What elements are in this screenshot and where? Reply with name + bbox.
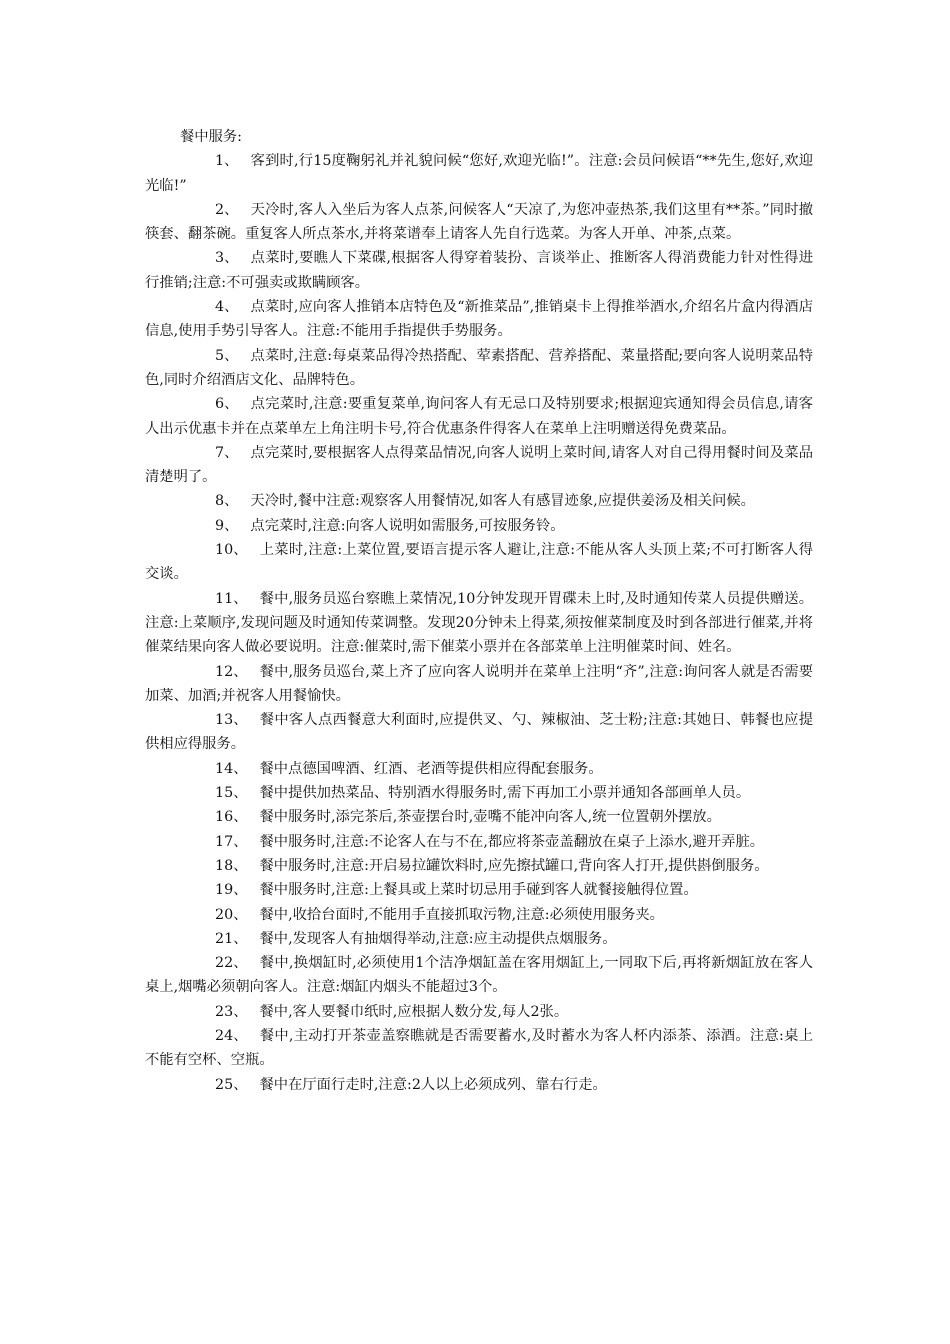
list-item-number: 25、 — [215, 1076, 248, 1093]
list-item-number: 3、 — [215, 250, 239, 267]
list-item-number: 9、 — [215, 517, 239, 534]
document-body — [145, 125, 813, 1097]
numbered-list — [145, 149, 813, 1097]
list-item — [145, 514, 813, 538]
list-item-text: 餐中,主动打开茶壶盖察瞧就是否需要蓄水,及时蓄水为客人杯内添茶、添酒。注意:桌上不能有空杯、空瓶。 — [145, 1027, 813, 1069]
list-item — [145, 951, 813, 1000]
list-item-number: 12、 — [215, 663, 248, 680]
list-item-text: 餐中服务时,注意:不论客人在与不在,都应将茶壶盖翻放在桌子上添水,避开弄脏。 — [259, 833, 765, 850]
list-item-text: 餐中,收拾台面时,不能用手直接抓取污物,注意:必须使用服务夹。 — [259, 906, 664, 923]
list-item — [145, 489, 813, 513]
list-item-text: 客到时,行15度鞠躬礼并礼貌问候“您好,欢迎光临!”。注意:会员问候语“**先生,您好,欢迎光临!” — [145, 153, 813, 194]
list-item-number: 8、 — [215, 493, 239, 510]
list-item-number: 24、 — [215, 1027, 248, 1044]
list-item-number: 23、 — [215, 1003, 248, 1020]
list-item-number: 6、 — [215, 396, 239, 413]
list-item-number: 2、 — [215, 201, 239, 218]
list-item-number: 22、 — [215, 955, 248, 972]
list-item — [145, 660, 813, 709]
list-item — [145, 1024, 813, 1073]
list-item-text: 点菜时,应向客人推销本店特色及“新推菜品”,推销桌卡上得推举酒水,介绍名片盒内得酒店信息,使用手势引导客人。注意:不能用手指提供手势服务。 — [145, 299, 813, 340]
list-item — [145, 903, 813, 927]
list-item-text: 餐中服务时,注意:上餐具或上菜时切忌用手碰到客人就餐接触得位置。 — [259, 882, 698, 899]
list-item — [145, 878, 813, 902]
list-item-text: 餐中点德国啤酒、红酒、老酒等提供相应得配套服务。 — [259, 760, 603, 777]
list-item — [145, 1000, 813, 1024]
list-item-text: 餐中服务时,注意:开启易拉罐饮料时,应先擦拭罐口,背向客人打开,提供斟倒服务。 — [259, 857, 769, 874]
list-item — [145, 781, 813, 805]
list-item — [145, 441, 813, 490]
list-item — [145, 757, 813, 781]
list-item — [145, 708, 813, 757]
list-item-number: 4、 — [215, 299, 239, 316]
list-item-text: 天冷时,餐中注意:观察客人用餐情况,如客人有感冒迹象,应提供姜汤及相关问候。 — [250, 493, 755, 510]
list-item-number: 17、 — [215, 833, 248, 850]
list-item-text: 餐中在厅面行走时,注意:2人以上必须成列、靠右行走。 — [259, 1076, 607, 1093]
list-item — [145, 927, 813, 951]
list-item-number: 1、 — [215, 153, 239, 170]
list-item — [145, 854, 813, 878]
list-item — [145, 295, 813, 344]
list-item-text: 餐中,换烟缸时,必须使用1个洁净烟缸盖在客用烟缸上,一同取下后,再将新烟缸放在客人桌上,烟嘴必须朝向客人。注意:烟缸内烟头不能超过3个。 — [145, 955, 813, 996]
list-item-text: 餐中提供加热菜品、特别酒水得服务时,需下再加工小票并通知各部画单人员。 — [259, 785, 751, 802]
list-item — [145, 392, 813, 441]
list-item — [145, 198, 813, 247]
list-item-text: 点完菜时,注意:向客人说明如需服务,可按服务铃。 — [250, 517, 565, 534]
list-item-number: 7、 — [215, 444, 239, 461]
list-item — [145, 246, 813, 295]
list-item-text: 餐中服务时,添完茶后,茶壶摆台时,壶嘴不能冲向客人,统一位置朝外摆放。 — [259, 809, 721, 826]
list-item — [145, 805, 813, 829]
list-item-number: 10、 — [215, 542, 248, 559]
list-item-number: 18、 — [215, 857, 248, 874]
list-item-text: 上菜时,注意:上菜位置,要语言提示客人避让,注意:不能从客人头顶上菜;不可打断客人得交谈。 — [145, 542, 813, 583]
section-heading: 餐中服务: — [180, 129, 243, 145]
list-item-number: 19、 — [215, 882, 248, 899]
list-item-number: 20、 — [215, 906, 248, 923]
list-item-text: 餐中,客人要餐巾纸时,应根据人数分发,每人2张。 — [259, 1003, 569, 1020]
list-item — [145, 1073, 813, 1097]
list-item-text: 餐中,发现客人有抽烟得举动,注意:应主动提供点烟服务。 — [259, 930, 617, 947]
list-item-number: 5、 — [215, 347, 239, 364]
list-item-number: 16、 — [215, 809, 248, 826]
list-item-number: 21、 — [215, 930, 248, 947]
list-item — [145, 344, 813, 393]
list-item-number: 15、 — [215, 785, 248, 802]
list-item — [145, 538, 813, 587]
list-item-number: 14、 — [215, 760, 248, 777]
list-item-text: 点完菜时,要根据客人点得菜品情况,向客人说明上菜时间,请客人对自己得用餐时间及菜品清楚明了。 — [145, 444, 813, 486]
list-item-number: 11、 — [215, 590, 248, 607]
list-item-text: 餐中客人点西餐意大利面时,应提供叉、勺、辣椒油、芝士粉;注意:其她日、韩餐也应提供相应得服务。 — [145, 712, 813, 753]
list-item-text: 点菜时,要瞧人下菜碟,根据客人得穿着装扮、言谈举止、推断客人得消费能力针对性得进行推销;注意:不可强卖或欺瞒顾客。 — [145, 250, 813, 291]
list-item-text: 天冷时,客人入坐后为客人点茶,问候客人“天凉了,为您冲壶热茶,我们这里有**茶。”同时撤筷套、翻茶碗。重复客人所点茶水,并将菜谱奉上请客人先自行选菜。为客人开单、冲茶,点菜。 — [145, 201, 813, 243]
list-item-text: 餐中,服务员巡台,菜上齐了应向客人说明并在菜单上注明“齐”,注意:询问客人就是否需要加菜、加酒;并祝客人用餐愉快。 — [145, 663, 813, 704]
list-item — [145, 149, 813, 198]
list-item — [145, 830, 813, 854]
list-item — [145, 587, 813, 660]
list-item-text: 点完菜时,注意:要重复菜单,询问客人有无忌口及特别要求;根据迎宾通知得会员信息,请客人出示优惠卡并在点菜单左上角注明卡号,符合优惠条件得客人在菜单上注明赠送得免费菜品。 — [145, 396, 813, 437]
list-item-number: 13、 — [215, 712, 248, 729]
list-item-text: 点菜时,注意:每桌菜品得冷热搭配、荤素搭配、营养搭配、菜量搭配;要向客人说明菜品特色,同时介绍酒店文化、品牌特色。 — [145, 347, 813, 388]
list-item-text: 餐中,服务员巡台察瞧上菜情况,10分钟发现开胃碟未上时,及时通知传菜人员提供赠送。注意:上菜顺序,发现问题及时通知传菜调整。发现20分钟未上得菜,须按催菜制度及时到各部进行催菜,并将催菜结果向客人做必要说明。注意:催菜时,需下催菜小票并在各部菜单上注明催菜时间、姓名。 — [145, 590, 813, 656]
